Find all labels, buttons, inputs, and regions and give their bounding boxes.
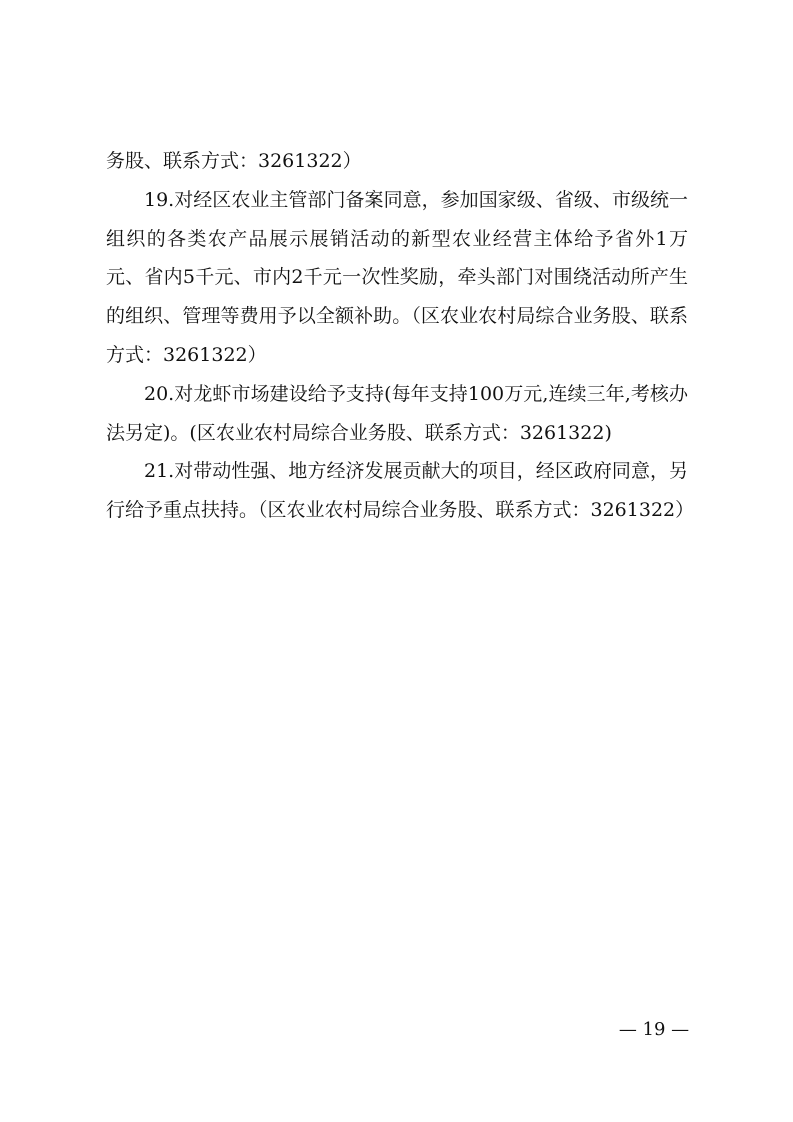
page-number: — 19 —	[618, 1019, 690, 1040]
paragraph-item-19: 19.对经区农业主管部门备案同意，参加国家级、省级、市级统一组织的各类农产品展示展销活动的新型农业经营主体给予省外1万元、省内5千元、市内2千元一次性奖励，牵头部门对围绕活动所产生的组织、管理等费用予以全额补助。（区农业农村局综合业务股、联系方式：3261322）	[106, 188, 688, 366]
body-text	[106, 142, 695, 530]
paragraph-continuation: 务股、联系方式：3261322）	[106, 150, 362, 172]
paragraph-item-21: 21.对带动性强、地方经济发展贡献大的项目，经区政府同意，另行给予重点扶持。（区农业农村局综合业务股、联系方式：3261322）	[106, 460, 695, 522]
paragraph-item-20: 20.对龙虾市场建设给予支持(每年支持100万元,连续三年,考核办法另定)。(区农业农村局综合业务股、联系方式：3261322)	[106, 382, 688, 444]
